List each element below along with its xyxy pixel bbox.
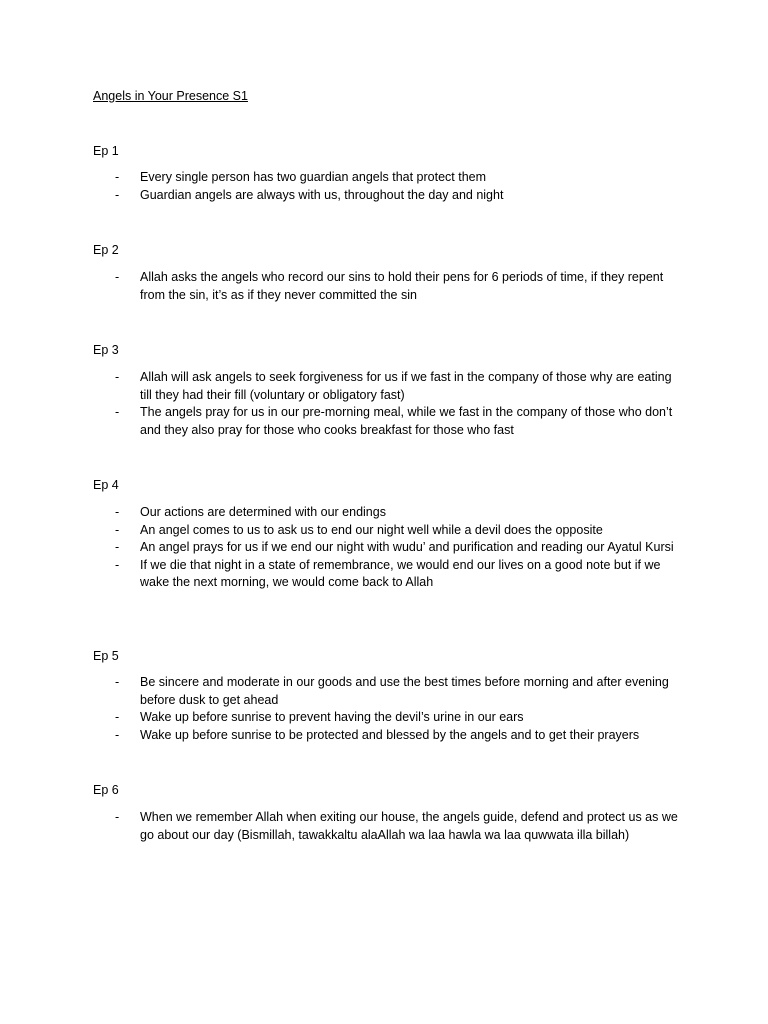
point-text: If we die that night in a state of remembrance, we would end our lives on a good note but if we wake the next morning, we would come back to Allah	[140, 557, 661, 589]
list-item	[93, 404, 683, 439]
bullet-marker: -	[115, 522, 120, 537]
point-text: Our actions are determined with our endings	[140, 505, 386, 519]
episode-heading: Ep 6	[93, 783, 119, 797]
episode-heading: Ep 3	[93, 343, 119, 357]
episode-point-list	[93, 269, 683, 304]
bullet-marker: -	[115, 270, 120, 284]
episode-point-list	[93, 809, 683, 844]
episode-point-list	[93, 169, 683, 204]
bullet-marker: -	[115, 810, 120, 824]
list-item	[93, 727, 683, 745]
point-text: Guardian angels are always with us, throughout the day and night	[140, 187, 504, 202]
list-item	[93, 557, 683, 592]
list-item	[93, 674, 683, 709]
list-item	[93, 269, 683, 304]
bullet-marker: -	[115, 187, 120, 202]
point-text: Wake up before sunrise to be protected and blessed by the angels and to get their prayers	[140, 727, 640, 742]
episode-heading: Ep 5	[93, 649, 119, 663]
list-item	[93, 539, 683, 557]
point-text: Be sincere and moderate in our goods and use the best times before morning and after evening before dusk to get ahead	[140, 675, 669, 707]
list-item	[93, 522, 683, 540]
bullet-marker: -	[115, 370, 120, 384]
list-item	[93, 809, 683, 844]
episode-heading: Ep 2	[93, 243, 119, 257]
episode-point-list	[93, 369, 683, 439]
list-item	[93, 504, 683, 522]
point-text: The angels pray for us in our pre-morning meal, while we fast in the company of those who don’t and they also pray for those who cooks breakfast for those who fast	[140, 405, 673, 437]
bullet-marker: -	[115, 675, 120, 689]
bullet-marker: -	[115, 170, 120, 184]
episode-point-list	[93, 674, 683, 744]
list-item	[93, 169, 683, 187]
bullet-marker: -	[115, 727, 120, 742]
document-title: Angels in Your Presence S1	[93, 89, 248, 103]
bullet-marker: -	[115, 710, 120, 724]
bullet-marker: -	[115, 540, 120, 554]
point-text: Wake up before sunrise to prevent having the devil’s urine in our ears	[140, 710, 524, 724]
episode-heading: Ep 1	[93, 144, 119, 158]
point-text: Allah asks the angels who record our sins to hold their pens for 6 periods of time, if they repent from the sin, it’s as if they never committed the sin	[140, 270, 664, 302]
point-text: An angel comes to us to ask us to end our night well while a devil does the opposite	[140, 522, 603, 537]
point-text: Every single person has two guardian angels that protect them	[140, 170, 487, 184]
bullet-marker: -	[115, 505, 120, 519]
point-text: When we remember Allah when exiting our house, the angels guide, defend and protect us as we go about our day (Bismillah, tawakkaltu alaAllah wa laa hawla wa laa quwwata illa billah)	[140, 810, 678, 842]
point-text: An angel prays for us if we end our night with wudu’ and purification and reading our Ayatul Kursi	[140, 540, 674, 554]
bullet-marker: -	[115, 557, 120, 572]
episode-heading: Ep 4	[93, 478, 119, 492]
list-item	[93, 187, 683, 205]
list-item	[93, 709, 683, 727]
episode-point-list	[93, 504, 683, 592]
bullet-marker: -	[115, 405, 120, 419]
point-text: Allah will ask angels to seek forgiveness for us if we fast in the company of those why are eating till they had their fill (voluntary or obligatory fast)	[140, 370, 672, 402]
list-item	[93, 369, 683, 404]
